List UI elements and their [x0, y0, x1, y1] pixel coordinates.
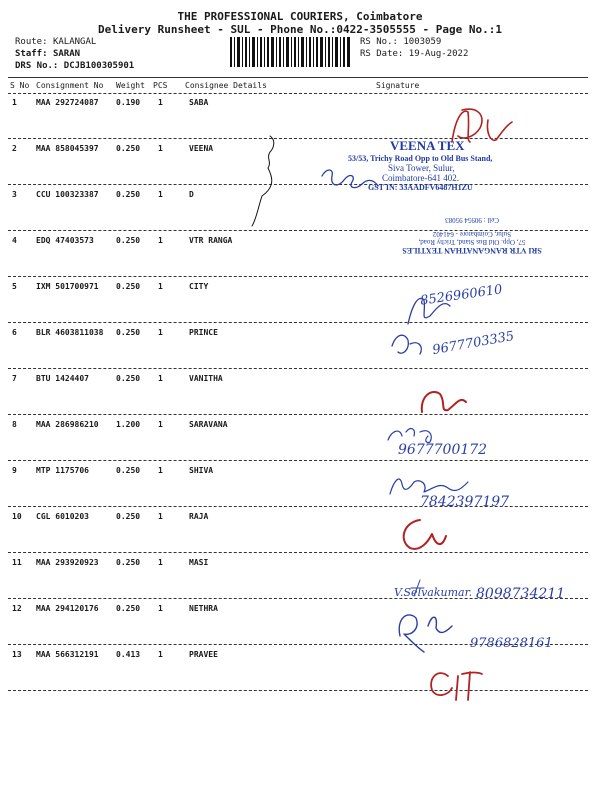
table-row: [0, 650, 600, 664]
drs-line: DRS No.: DCJB100305901: [15, 61, 135, 71]
row-consignee: SARAVANA: [189, 420, 228, 429]
row-sno: 4: [12, 236, 17, 245]
row-consignee: PRAVEE: [189, 650, 218, 659]
row-consignment-no: MAA 294120176: [36, 604, 99, 613]
table-row: [0, 190, 600, 204]
table-row: [0, 512, 600, 526]
table-row: [0, 282, 600, 296]
row-sno: 12: [12, 604, 22, 613]
vtr-stamp-line2: Sulur, Coimbatore - 641402: [432, 230, 512, 238]
row-consignee: VANITHA: [189, 374, 223, 383]
rs-no-value: 1003059: [403, 37, 442, 47]
row-sno: 13: [12, 650, 22, 659]
col-signature: Signature: [376, 81, 420, 90]
row-pcs: 1: [158, 466, 163, 475]
row-sno: 5: [12, 282, 17, 291]
row-consignment-no: MAA 286986210: [36, 420, 99, 429]
route-value: KALANGAL: [52, 37, 97, 47]
row-sno: 9: [12, 466, 17, 475]
row12-phone-handwritten: 9786828161: [470, 636, 553, 651]
row-pcs: 1: [158, 420, 163, 429]
rs-date-line: RS Date: 19-Aug-2022: [360, 49, 469, 59]
vtr-stamp-name: SRI VTR RANGANATHAN TEXTILES: [402, 246, 542, 255]
row11-phone-handwritten: 8098734211: [476, 586, 566, 602]
row-sno: 11: [12, 558, 22, 567]
row-consignment-no: BLR 4603811038: [36, 328, 104, 337]
row-pcs: 1: [158, 374, 163, 383]
row-consignment-no: MAA 293920923: [36, 558, 99, 567]
row-consignee: PRINCE: [189, 328, 218, 337]
row-consignee: RAJA: [189, 512, 209, 521]
row-pcs: 1: [158, 282, 163, 291]
route-line: Route: KALANGAL: [15, 37, 97, 47]
vtr-stamp-cell: Cell : 90954 95083: [445, 216, 499, 224]
row-pcs: 1: [158, 604, 163, 613]
row-divider: [8, 414, 588, 415]
row-weight: 0.250: [116, 466, 141, 475]
barcode-icon: [230, 37, 350, 67]
col-weight: Weight: [116, 81, 145, 90]
table-row: [0, 98, 600, 112]
row-pcs: 1: [158, 512, 163, 521]
row5-phone-handwritten: 8526960610: [419, 282, 504, 309]
row11-name-handwritten: V.Selvakumar.: [394, 586, 473, 599]
row-consignment-no: MAA 566312191: [36, 650, 99, 659]
staff-value: SARAN: [52, 49, 81, 59]
signature-row13: [431, 672, 482, 700]
drs-value: DCJB100305901: [63, 61, 135, 71]
row-consignment-no: MAA 292724087: [36, 98, 99, 107]
veena-stamp-gst: GST IN: 33AADFV6487H1ZU: [368, 183, 473, 192]
row-sno: 7: [12, 374, 17, 383]
row-weight: 0.250: [116, 328, 141, 337]
vtr-textiles-stamp: [372, 216, 572, 255]
vtr-stamp-line1: 57, Opp. Old Bus Stand, Trichy Road,: [418, 238, 526, 246]
row-consignee: MASI: [189, 558, 209, 567]
col-consignee: Consignee Details: [185, 81, 267, 90]
row-consignee: D: [189, 190, 194, 199]
row-weight: 0.250: [116, 144, 141, 153]
row-consignee: SHIVA: [189, 466, 214, 475]
row-consignment-no: MAA 858045397: [36, 144, 99, 153]
runsheet-subtitle: Delivery Runsheet - SUL - Phone No.:0422-3505555 - Page No.:1: [98, 23, 502, 36]
row-divider: [8, 460, 588, 461]
col-pcs: PCS: [153, 81, 168, 90]
table-row: [0, 374, 600, 388]
signature-row9: [390, 479, 468, 494]
row-pcs: 1: [158, 650, 163, 659]
veena-stamp-name: VEENA TEX: [390, 138, 465, 153]
row-divider: [8, 552, 588, 553]
veena-tex-stamp: [348, 138, 568, 192]
rs-date-value: 19-Aug-2022: [408, 49, 469, 59]
row-pcs: 1: [158, 558, 163, 567]
row-pcs: 1: [158, 236, 163, 245]
veena-stamp-line3: Coimbatore-641 402.: [382, 173, 459, 183]
row-weight: 0.250: [116, 604, 141, 613]
row6-phone-handwritten: 9677703335: [431, 328, 516, 359]
row-consignee: CITY: [189, 282, 209, 291]
row-weight: 0.250: [116, 512, 141, 521]
row-weight: 0.250: [116, 236, 141, 245]
row-consignee: NETHRA: [189, 604, 218, 613]
row-weight: 0.250: [116, 374, 141, 383]
table-row: [0, 558, 600, 572]
row-consignee: VTR RANGA: [189, 236, 233, 245]
row-consignment-no: EDQ 47403573: [36, 236, 94, 245]
row-divider: [8, 368, 588, 369]
row-weight: 0.250: [116, 190, 141, 199]
row-divider: [8, 690, 588, 691]
row-sno: 3: [12, 190, 17, 199]
row-weight: 0.250: [116, 282, 141, 291]
row-weight: 1.200: [116, 420, 141, 429]
row8-phone-handwritten: 9677700172: [398, 442, 488, 458]
row-consignment-no: IXM 501700971: [36, 282, 99, 291]
signature-row7: [422, 392, 466, 412]
row-sno: 6: [12, 328, 17, 337]
veena-stamp-line2: Siva Tower, Sulur,: [388, 163, 455, 173]
veena-stamp-line1: 53/53, Trichy Road Opp to Old Bus Stand,: [348, 154, 493, 163]
row-pcs: 1: [158, 144, 163, 153]
company-title: THE PROFESSIONAL COURIERS, Coimbatore: [177, 10, 423, 23]
signature-row12: [399, 615, 452, 652]
row-sno: 8: [12, 420, 17, 429]
rs-no-line: RS No.: 1003059: [360, 37, 442, 47]
row-weight: 0.190: [116, 98, 141, 107]
row9-phone-handwritten: 7842397197: [420, 494, 510, 510]
staff-line: Staff: SARAN: [15, 49, 81, 59]
row-divider: [8, 322, 588, 323]
row-weight: 0.413: [116, 650, 141, 659]
row-consignment-no: CGL 6010203: [36, 512, 89, 521]
row-consignment-no: MTP 1175706: [36, 466, 89, 475]
row-pcs: 1: [158, 98, 163, 107]
table-row: [0, 420, 600, 434]
row-consignee: VEENA: [189, 144, 214, 153]
table-row: [0, 466, 600, 480]
header-rule-bottom: [8, 93, 588, 94]
row-divider: [8, 276, 588, 277]
col-sno: S No: [10, 81, 30, 90]
row-consignee: SABA: [189, 98, 209, 107]
row-sno: 10: [12, 512, 22, 521]
row-sno: 2: [12, 144, 17, 153]
row-pcs: 1: [158, 328, 163, 337]
row-weight: 0.250: [116, 558, 141, 567]
table-row: [0, 604, 600, 618]
row-consignment-no: BTU 1424407: [36, 374, 89, 383]
row-pcs: 1: [158, 190, 163, 199]
row-sno: 1: [12, 98, 17, 107]
col-consignment: Consignment No: [36, 81, 104, 90]
header-rule-top: [8, 77, 588, 78]
row-consignment-no: CCU 100323387: [36, 190, 99, 199]
